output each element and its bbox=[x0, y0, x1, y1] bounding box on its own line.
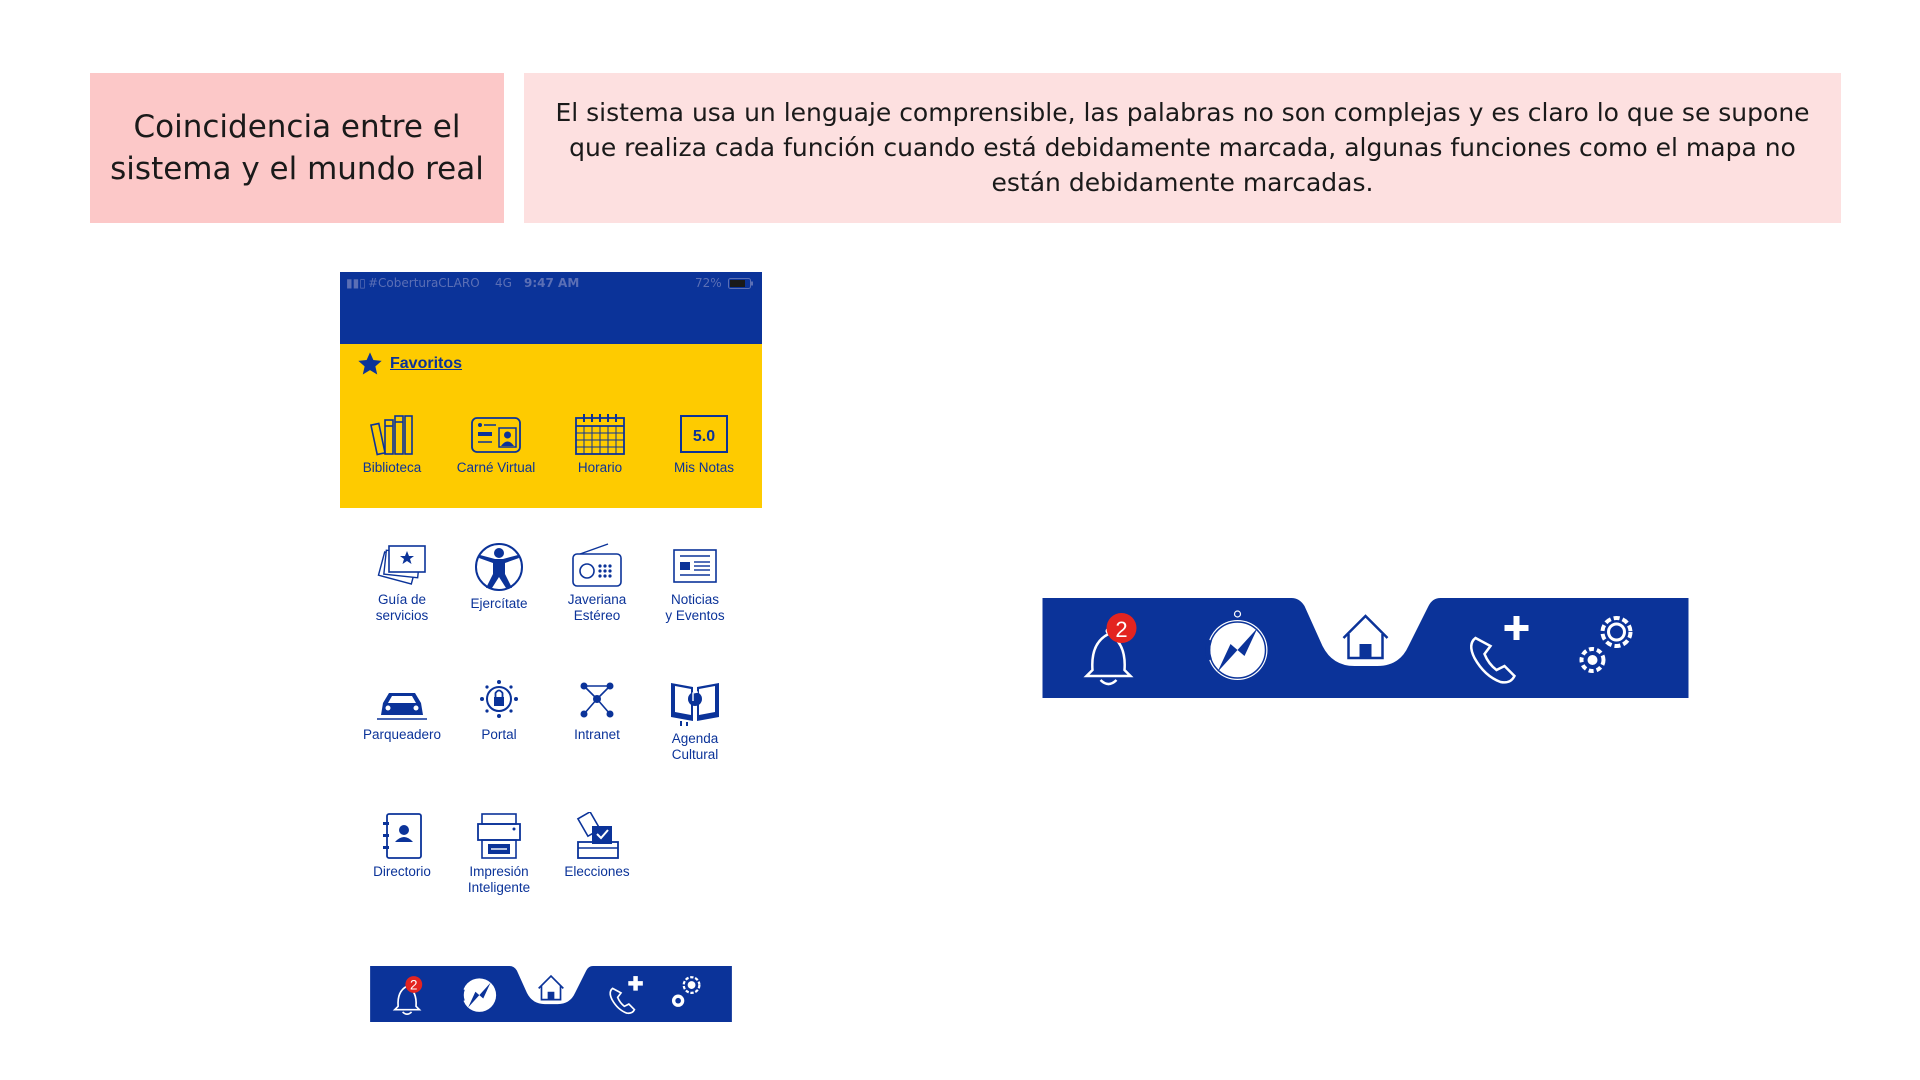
app-label: Impresión bbox=[469, 864, 529, 879]
app-label: Portal bbox=[481, 727, 517, 742]
grades-icon bbox=[678, 412, 730, 456]
ballot-box-icon bbox=[570, 812, 624, 860]
app-label: Inteligente bbox=[467, 880, 531, 895]
network-type: 4G bbox=[495, 276, 512, 290]
compass-map-icon[interactable] bbox=[463, 978, 497, 1012]
heuristic-description: El sistema usa un lenguaje comprensible, las palabras no son complejas y es claro lo que se supone que realiza cada función cuando está debidamente marcada, algunas funciones como el mapa no están debidamente marcadas. bbox=[555, 98, 1810, 197]
app-parqueadero[interactable] bbox=[350, 677, 454, 743]
notification-count: 2 bbox=[1115, 617, 1128, 642]
favorite-label: Mis Notas bbox=[673, 460, 734, 475]
app-label: Cultural bbox=[671, 747, 719, 762]
favorites-panel bbox=[340, 344, 762, 508]
favorite-biblioteca[interactable] bbox=[340, 412, 444, 476]
phone-tab-bar bbox=[340, 966, 762, 1022]
signal-icon: ▮▮▯ bbox=[346, 276, 366, 290]
home-icon[interactable] bbox=[1344, 616, 1388, 658]
books-icon bbox=[368, 412, 416, 456]
home-icon[interactable] bbox=[539, 976, 564, 1000]
zoomed-tab-bar bbox=[967, 598, 1764, 698]
favorite-mis-notas[interactable] bbox=[652, 412, 756, 476]
star-icon bbox=[356, 350, 384, 378]
app-label: Estéreo bbox=[573, 608, 621, 623]
app-label: Elecciones bbox=[564, 864, 630, 879]
app-label: servicios bbox=[375, 608, 429, 623]
printer-icon bbox=[472, 812, 526, 860]
app-label: Parqueadero bbox=[362, 727, 442, 742]
vitruvian-man-icon bbox=[473, 542, 525, 592]
app-label: Ejercítate bbox=[470, 596, 528, 611]
battery-icon bbox=[728, 278, 754, 289]
directory-icon bbox=[375, 812, 429, 860]
favorites-header[interactable] bbox=[356, 350, 462, 378]
app-impresion-inteligente[interactable] bbox=[447, 812, 551, 896]
app-label: Javeriana bbox=[567, 592, 627, 607]
app-label: Directorio bbox=[373, 864, 431, 879]
status-bar bbox=[340, 272, 762, 344]
grade-value: 5.0 bbox=[692, 428, 716, 445]
app-elecciones[interactable] bbox=[545, 812, 649, 880]
app-agenda-cultural[interactable] bbox=[643, 677, 747, 763]
favorite-horario[interactable] bbox=[548, 412, 652, 476]
heuristic-title: Coincidencia entre el sistema y el mundo real bbox=[110, 109, 484, 187]
app-label: Guía de bbox=[377, 592, 427, 607]
guide-cards-icon bbox=[375, 542, 429, 588]
calendar-icon bbox=[574, 412, 626, 456]
app-label: Agenda bbox=[671, 731, 719, 746]
book-music-icon bbox=[667, 677, 723, 727]
radio-icon bbox=[570, 542, 624, 588]
carrier-name: #CoberturaCLARO bbox=[368, 276, 480, 290]
favorite-label: Horario bbox=[577, 460, 623, 475]
app-label: Intranet bbox=[574, 727, 620, 742]
app-guia-servicios[interactable] bbox=[350, 542, 454, 624]
app-label: y Eventos bbox=[665, 608, 725, 623]
favorite-label: Biblioteca bbox=[362, 460, 422, 475]
app-intranet[interactable] bbox=[545, 677, 649, 743]
heuristic-description-box bbox=[524, 73, 1841, 223]
app-noticias-eventos[interactable] bbox=[643, 542, 747, 624]
favorites-title: Favoritos bbox=[390, 355, 463, 372]
phone-screenshot bbox=[340, 272, 762, 1022]
network-icon bbox=[570, 677, 624, 723]
app-directorio[interactable] bbox=[350, 812, 454, 880]
app-javeriana-estereo[interactable] bbox=[545, 542, 649, 624]
car-icon bbox=[375, 677, 429, 723]
status-time: 9:47 AM bbox=[524, 276, 580, 290]
portal-lock-icon bbox=[472, 677, 526, 723]
notification-count: 2 bbox=[410, 977, 418, 993]
newspaper-icon bbox=[668, 542, 722, 588]
favorite-carne-virtual[interactable] bbox=[444, 412, 548, 476]
app-label: Noticias bbox=[670, 592, 719, 607]
favorite-label: Carné Virtual bbox=[456, 460, 536, 475]
id-card-icon bbox=[470, 412, 522, 456]
heuristic-title-box bbox=[90, 73, 504, 223]
app-ejercitate[interactable] bbox=[447, 542, 551, 612]
app-portal[interactable] bbox=[447, 677, 551, 743]
battery-level: 72% bbox=[695, 276, 722, 290]
